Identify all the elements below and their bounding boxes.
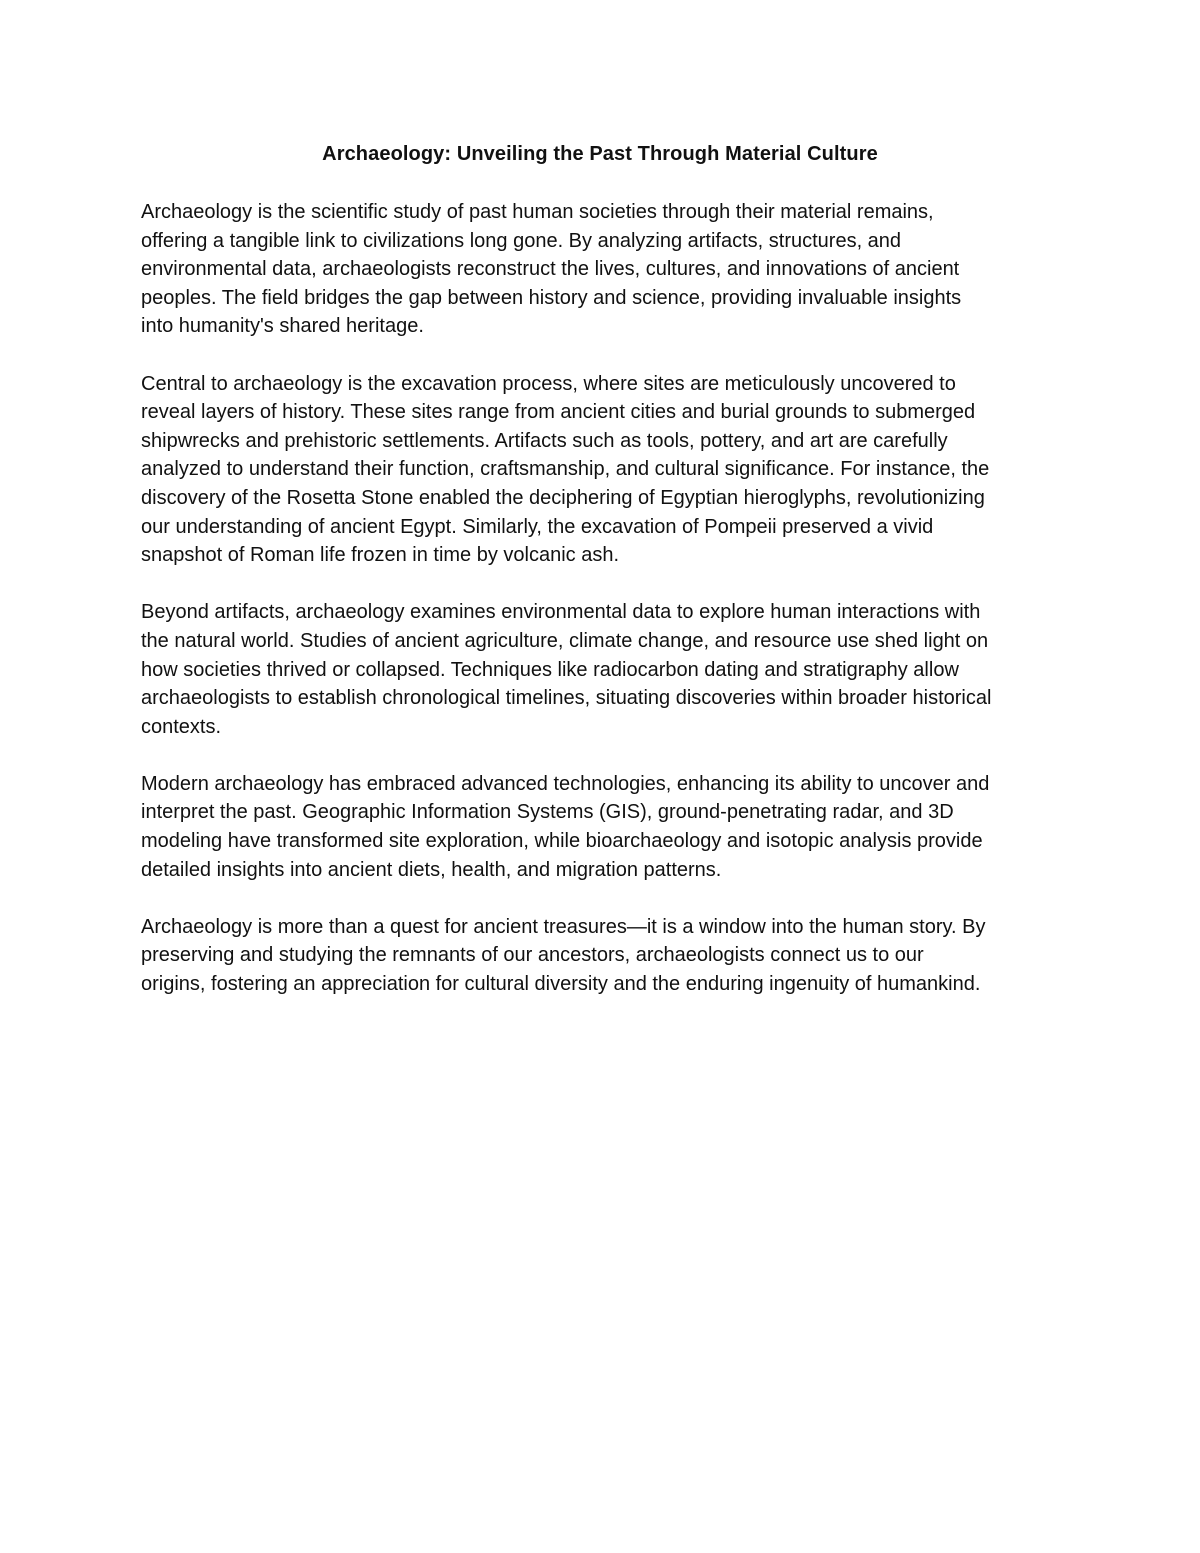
text-line: the natural world. Studies of ancient agriculture, climate change, and resource use shed light on xyxy=(141,629,989,652)
text-line: peoples. The field bridges the gap between history and science, providing invaluable insights xyxy=(141,286,962,309)
text-line: our understanding of ancient Egypt. Similarly, the excavation of Pompeii preserved a vivid xyxy=(141,515,934,538)
text-line: contexts. xyxy=(141,715,222,738)
paragraph-environment xyxy=(141,598,1081,741)
text-line: environmental data, archaeologists reconstruct the lives, cultures, and innovations of ancient xyxy=(141,258,960,281)
text-line: shipwrecks and prehistoric settlements. Artifacts such as tools, pottery, and art are carefully xyxy=(141,429,948,452)
paragraph-technology xyxy=(141,770,1081,884)
paragraph-conclusion xyxy=(141,913,1081,999)
text-line: interpret the past. Geographic Information Systems (GIS), ground-penetrating radar, and 3D xyxy=(141,801,954,824)
text-line: Modern archaeology has embraced advanced technologies, enhancing its ability to uncover and xyxy=(141,772,990,795)
paragraph-intro xyxy=(141,198,1081,341)
paragraph-excavation xyxy=(141,370,1081,570)
text-line: analyzed to understand their function, craftsmanship, and cultural significance. For instance, the xyxy=(141,458,990,481)
document-body xyxy=(141,198,1081,1027)
text-line: Archaeology is the scientific study of past human societies through their material remains, xyxy=(141,201,934,223)
text-line: snapshot of Roman life frozen in time by volcanic ash. xyxy=(141,544,620,567)
text-line: Beyond artifacts, archaeology examines environmental data to explore human interactions with xyxy=(141,601,981,624)
text-line: modeling have transformed site exploration, while bioarchaeology and isotopic analysis provide xyxy=(141,830,983,853)
text-line: discovery of the Rosetta Stone enabled the deciphering of Egyptian hieroglyphs, revolutionizing xyxy=(141,486,985,509)
text-line: preserving and studying the remnants of our ancestors, archaeologists connect us to our xyxy=(141,944,924,967)
document-title: Archaeology: Unveiling the Past Through Material Culture xyxy=(322,143,878,165)
text-line: origins, fostering an appreciation for cultural diversity and the enduring ingenuity of humankind. xyxy=(141,973,981,996)
text-line: Central to archaeology is the excavation process, where sites are meticulously uncovered to xyxy=(141,372,956,395)
text-line: detailed insights into ancient diets, health, and migration patterns. xyxy=(141,858,722,881)
text-line: archaeologists to establish chronological timelines, situating discoveries within broader historical xyxy=(141,687,992,710)
text-line: reveal layers of history. These sites range from ancient cities and burial grounds to submerged xyxy=(141,401,976,424)
text-line: Archaeology is more than a quest for ancient treasures—it is a window into the human story. By xyxy=(141,915,986,938)
text-line: offering a tangible link to civilizations long gone. By analyzing artifacts, structures, and xyxy=(141,229,902,252)
text-line: into humanity's shared heritage. xyxy=(141,315,424,338)
text-line: how societies thrived or collapsed. Techniques like radiocarbon dating and stratigraphy allow xyxy=(141,658,959,681)
